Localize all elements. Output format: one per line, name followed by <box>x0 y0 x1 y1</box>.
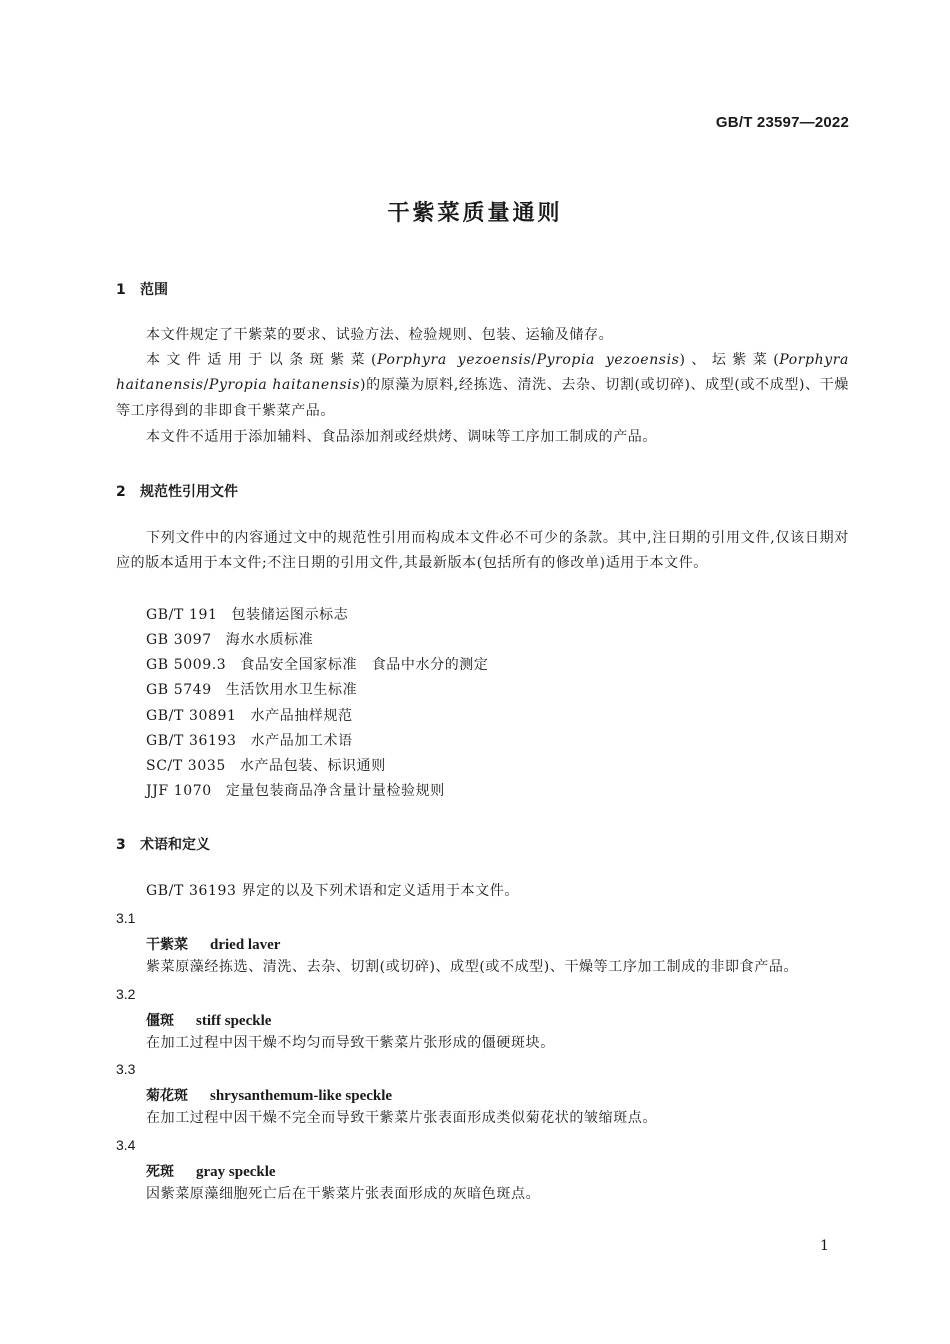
scope-paragraph-2 <box>116 348 849 424</box>
reference-code: GB/T 30891 <box>146 708 237 724</box>
reference-code: GB 5749 <box>146 682 212 698</box>
reference-code: GB/T 36193 <box>146 733 237 749</box>
section-heading-text: 规范性引用文件 <box>140 484 238 500</box>
term-entry <box>146 934 280 954</box>
reference-code: GB 5009.3 <box>146 657 227 673</box>
reference-title: 包装储运图示标志 <box>231 607 349 623</box>
scope-paragraph-3: 本文件不适用于添加辅料、食品添加剂或经烘烤、调味等工序加工制成的产品。 <box>146 429 657 445</box>
term-number: 3.2 <box>116 986 136 1002</box>
term-definition: 紫菜原藻经拣选、清洗、去杂、切割(或切碎)、成型(或不成型)、干燥等工序加工制成的非即食产品。 <box>146 959 799 975</box>
term-chinese: 死斑 <box>146 1164 174 1180</box>
term-entry <box>146 1161 276 1181</box>
reference-title: 水产品抽样规范 <box>250 708 353 724</box>
section-number: 2 <box>116 484 126 500</box>
latin-name: Porphyra yezoensis <box>377 352 532 368</box>
reference-item <box>146 678 357 703</box>
name-separator: / <box>203 377 209 394</box>
term-chinese: 菊花斑 <box>146 1088 188 1104</box>
term-number: 3.3 <box>116 1061 136 1077</box>
scope-p2-text-b: )、坛紫菜( <box>679 352 780 368</box>
term-chinese: 僵斑 <box>146 1013 174 1029</box>
reference-code: GB/T 191 <box>146 607 218 623</box>
term-english: dried laver <box>210 937 281 953</box>
term-english: gray speckle <box>196 1164 276 1180</box>
term-english: shrysanthemum-like speckle <box>210 1088 393 1104</box>
reference-item <box>146 653 489 678</box>
section-heading-scope <box>116 279 168 299</box>
references-intro: 下列文件中的内容通过文中的规范性引用而构成本文件必不可少的条款。其中,注日期的引用文件,仅该日期对应的版本适用于本文件;不注日期的引用文件,其最新版本(包括所有的修改单)适用于本文件。 <box>116 530 849 572</box>
scope-p2-text-c: )的原藻为原料,经拣选、清洗、去杂、切割(或切碎)、成型(或不成型)、干燥等工序得到的非即食干紫菜产品。 <box>116 377 849 419</box>
section-number: 3 <box>116 837 126 853</box>
reference-title: 食品安全国家标准 食品中水分的测定 <box>240 657 489 673</box>
terms-intro: GB/T 36193 界定的以及下列术语和定义适用于本文件。 <box>146 883 519 899</box>
term-chinese: 干紫菜 <box>146 937 188 953</box>
reference-item <box>146 704 353 729</box>
reference-item <box>146 729 353 754</box>
scope-paragraph-1: 本文件规定了干紫菜的要求、试验方法、检验规则、包装、运输及储存。 <box>146 327 614 343</box>
section-number: 1 <box>116 282 126 298</box>
name-separator: / <box>531 352 537 368</box>
section-heading-text: 范围 <box>140 282 168 298</box>
term-english: stiff speckle <box>196 1013 272 1029</box>
reference-title: 水产品包装、标识通则 <box>239 758 386 774</box>
reference-title: 生活饮用水卫生标准 <box>225 682 358 698</box>
reference-title: 海水水质标准 <box>225 632 314 648</box>
page-number: 1 <box>820 1238 829 1254</box>
reference-code: GB 3097 <box>146 632 212 648</box>
document-title: 干紫菜质量通则 <box>387 201 563 226</box>
section-heading-text: 术语和定义 <box>140 837 210 853</box>
latin-name: Pyropia haitanensis <box>208 377 361 394</box>
term-entry <box>146 1085 392 1105</box>
reference-code: SC/T 3035 <box>146 758 226 774</box>
reference-item <box>146 779 445 804</box>
latin-name: Pyropia yezoensis <box>536 352 680 368</box>
term-number: 3.4 <box>116 1137 136 1153</box>
standard-code: GB/T 23597—2022 <box>715 114 849 131</box>
reference-item <box>146 628 313 653</box>
section-heading-terms <box>116 834 210 854</box>
term-definition: 在加工过程中因干燥不均匀而导致干紫菜片张形成的僵硬斑块。 <box>146 1035 555 1051</box>
scope-p2-text-a: 本文件适用于以条斑紫菜( <box>146 352 378 368</box>
term-number: 3.1 <box>116 910 136 926</box>
term-definition: 在加工过程中因干燥不完全而导致干紫菜片张表面形成类似菊花状的皱缩斑点。 <box>146 1110 657 1126</box>
reference-title: 水产品加工术语 <box>250 733 353 749</box>
term-definition: 因紫菜原藻细胞死亡后在干紫菜片张表面形成的灰暗色斑点。 <box>146 1186 541 1202</box>
reference-item <box>146 754 386 779</box>
reference-code: JJF 1070 <box>146 783 212 799</box>
term-entry <box>146 1010 271 1030</box>
reference-item <box>146 603 348 628</box>
latin-name: Porphyra haitanensis <box>116 352 849 394</box>
section-heading-references <box>116 481 238 501</box>
reference-title: 定量包装商品净含量计量检验规则 <box>225 783 445 799</box>
